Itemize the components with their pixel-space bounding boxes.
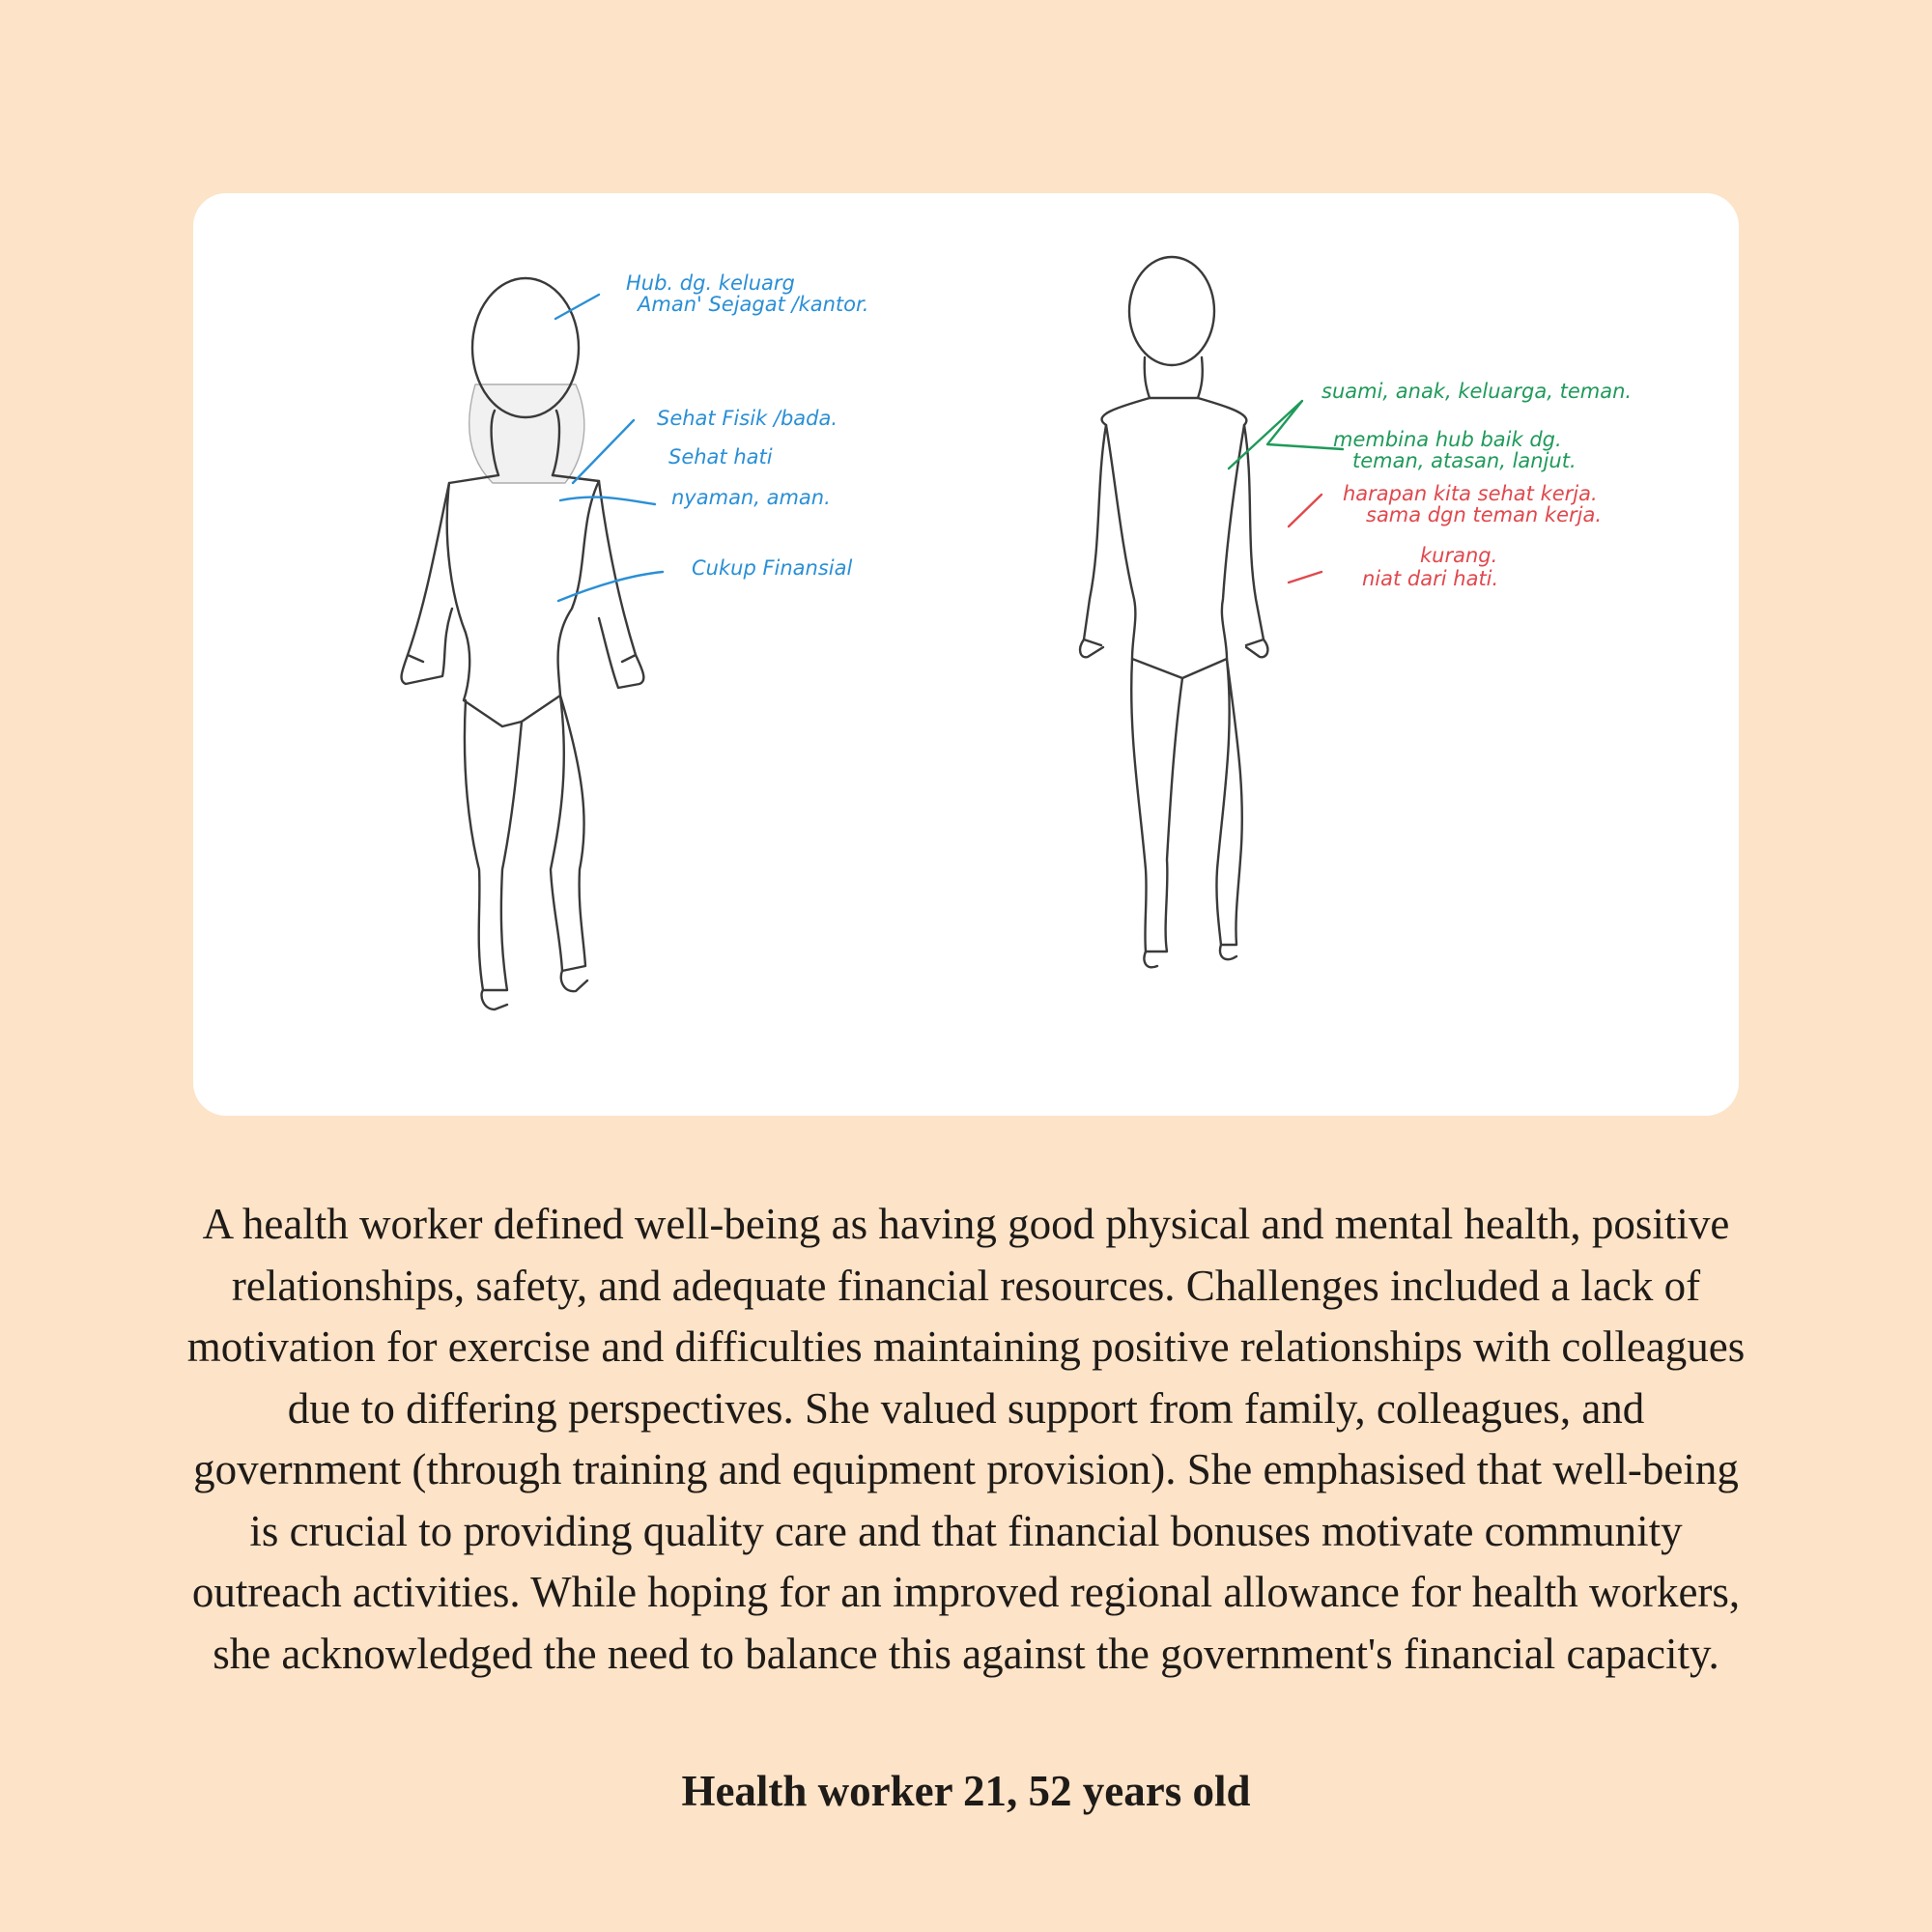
caption-paragraph: A health worker defined well-being as having good physical and mental health, positive relationships, safety, and adequate financial resources. Challenges included a lack of motivation for exercise and difficulties maintaining positive relationships with colleagues due to differing perspectives. She valued support from family, colleagues, and government (through training and equipment provision). She emphasised that well-being is crucial to providing quality care and that financial bonuses motivate community outreach activities. While hoping for an improved regional allowance for health workers, she acknowledged the need to balance this against the government's financial capacity. <box>186 1200 1746 1678</box>
note-aman-kantor: Aman' Sejagat /kantor. <box>638 293 869 316</box>
attribution-label: Health worker 21, 52 years old <box>681 1767 1251 1815</box>
body-map-drawing <box>193 193 1739 1116</box>
note-kurang: kurang. <box>1420 544 1498 567</box>
note-cukup-finansial: Cukup Finansial <box>692 556 853 580</box>
note-membina-hub: membina hub baik dg. <box>1333 428 1562 451</box>
female-figure <box>402 278 644 1009</box>
note-nyaman-aman: nyaman, aman. <box>671 486 831 509</box>
note-teman-atasan: teman, atasan, lanjut. <box>1352 449 1577 472</box>
drawing-card <box>193 193 1739 1116</box>
male-figure <box>1080 257 1267 967</box>
note-harapan-kita: harapan kita sehat kerja. <box>1343 482 1598 505</box>
note-sehat-hati: Sehat hati <box>668 445 773 469</box>
note-suami-anak: suami, anak, keluarga, teman. <box>1321 380 1633 403</box>
note-sehat-fisik: Sehat Fisik /bada. <box>657 407 838 430</box>
note-sama-teman: sama dgn teman kerja. <box>1366 503 1603 526</box>
note-hub-keluarga: Hub. dg. keluarg <box>626 271 795 295</box>
note-niat-hati: niat dari hati. <box>1362 567 1499 590</box>
